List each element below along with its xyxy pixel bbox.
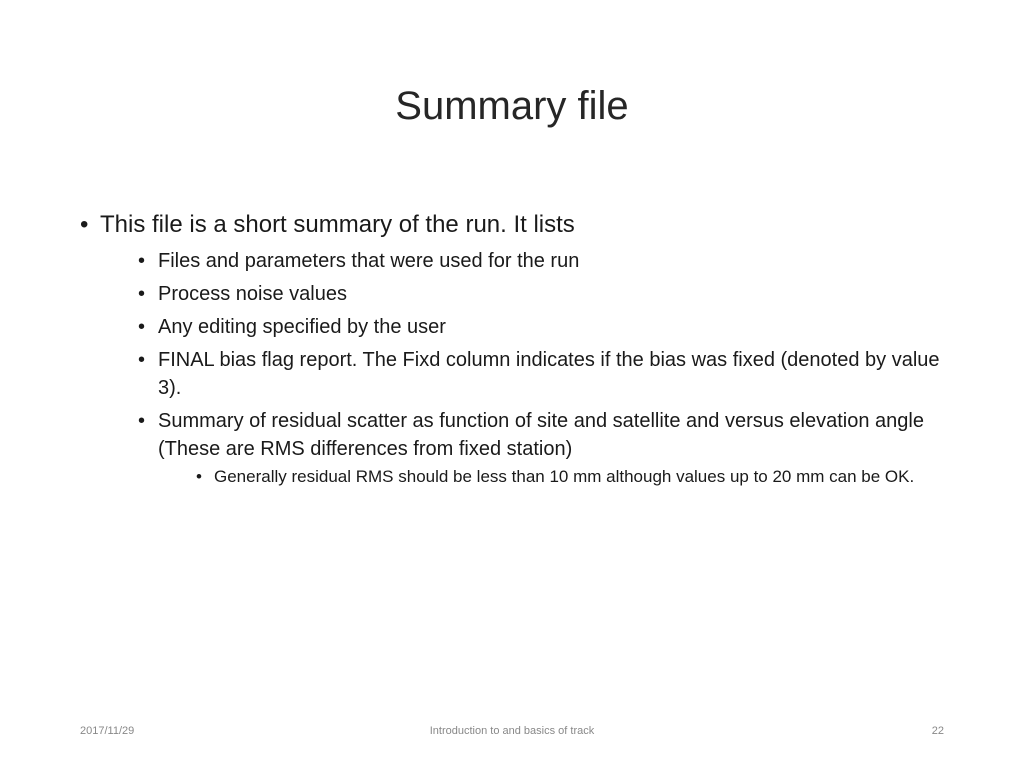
sub-bullet-text: Any editing specified by the user [158, 316, 446, 338]
sub-bullet-text: FINAL bias flag report. The Fixd column indicates if the bias was fixed (denoted by value 3). [158, 349, 940, 399]
bullet-icon: • [138, 283, 146, 305]
footer-title: Introduction to and basics of track [429, 725, 595, 737]
bullet-icon: • [196, 467, 202, 486]
bullet-icon: • [138, 316, 146, 338]
sub-sub-bullet-list [158, 465, 960, 489]
slide-title: Summary file [395, 84, 629, 128]
bullet-icon: • [138, 250, 146, 272]
bullet-icon: • [138, 410, 146, 432]
sub-bullet-text: Files and parameters that were used for the run [158, 250, 580, 272]
sub-bullet-list [100, 247, 960, 489]
sub-bullet-item [138, 346, 960, 402]
sub-sub-bullet-text: Generally residual RMS should be less than 10 mm although values up to 20 mm can be OK. [214, 467, 915, 486]
bullet-item [80, 208, 960, 489]
bullet-list [80, 208, 960, 489]
sub-sub-bullet-item [196, 465, 960, 489]
sub-bullet-item [138, 247, 960, 275]
sub-bullet-item [138, 313, 960, 341]
bullet-text: This file is a short summary of the run. It lists [100, 211, 575, 238]
bullet-icon: • [80, 211, 89, 238]
footer-date: 2017/11/29 [80, 725, 135, 737]
sub-bullet-text: Process noise values [158, 283, 347, 305]
sub-bullet-item [138, 280, 960, 308]
sub-bullet-item [138, 407, 960, 489]
sub-bullet-text: Summary of residual scatter as function of site and satellite and versus elevation angle (These are RMS differences from fixed station) [158, 410, 924, 460]
page-number: 22 [931, 725, 944, 737]
bullet-icon: • [138, 349, 146, 371]
